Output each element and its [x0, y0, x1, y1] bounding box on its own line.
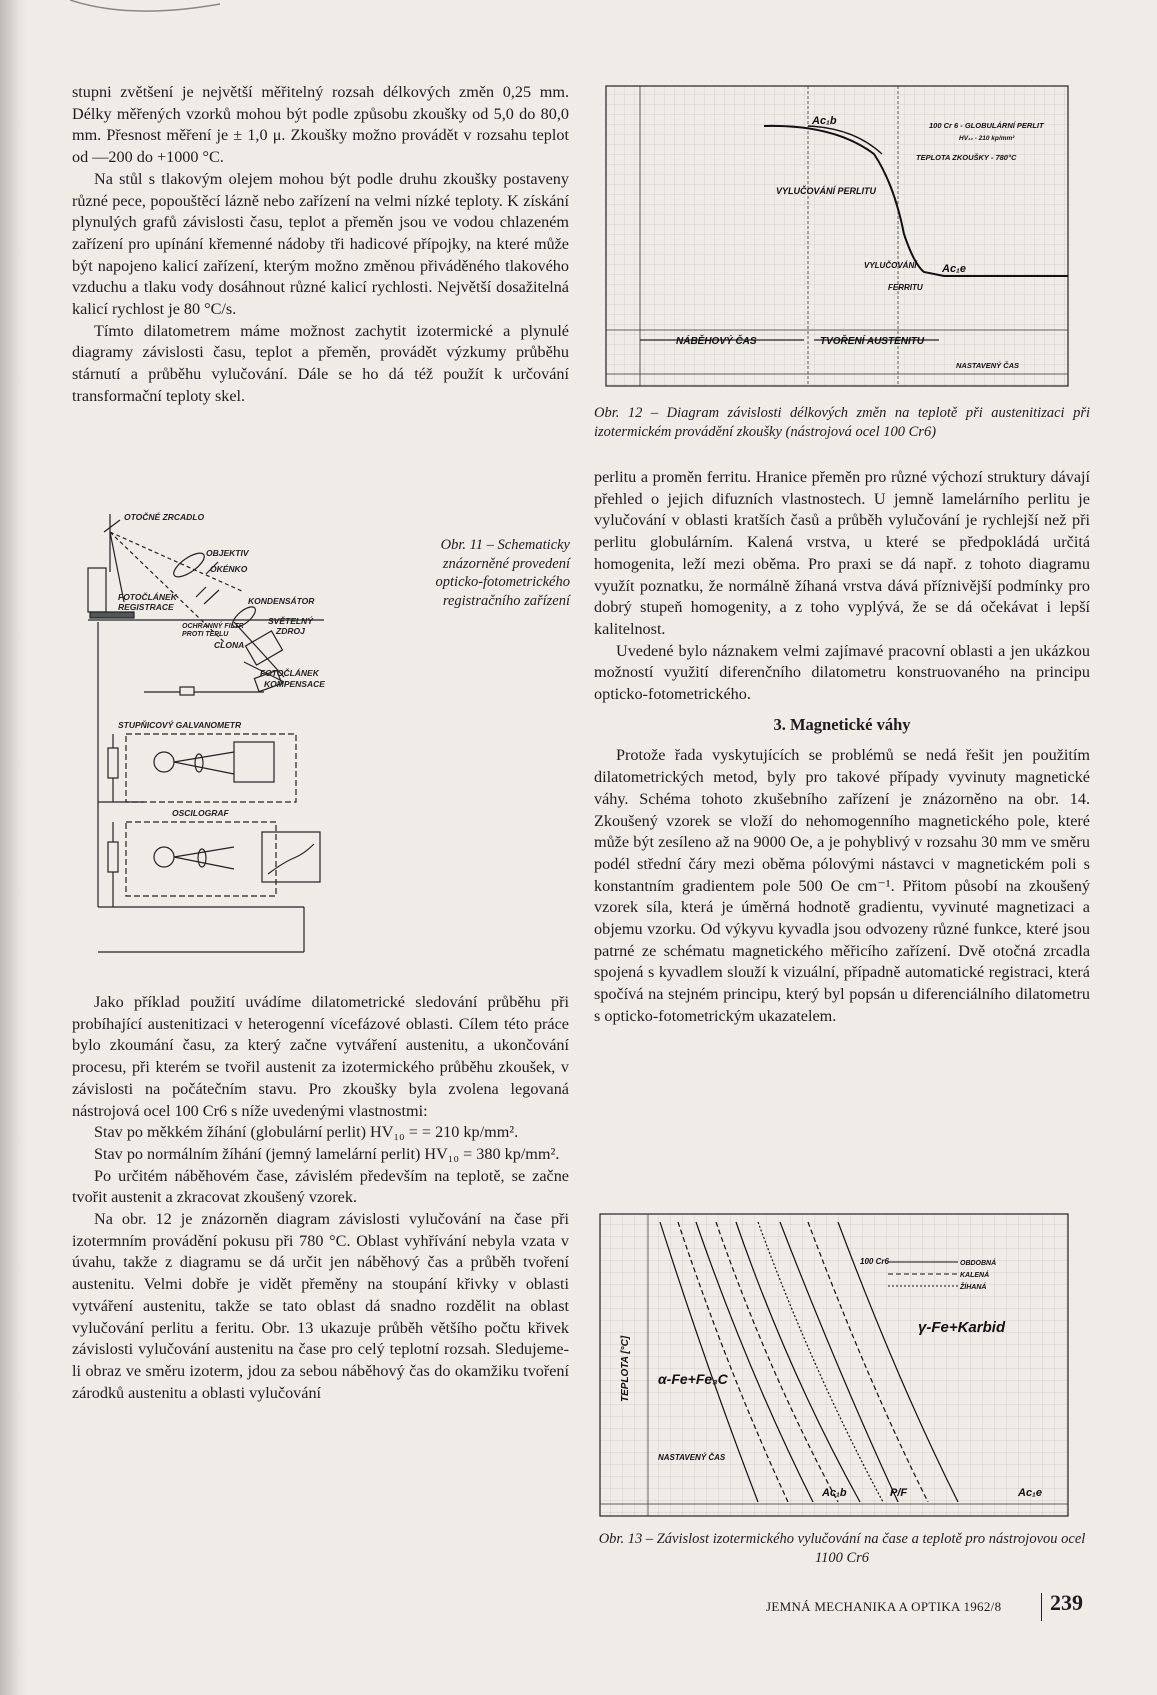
- fig12-label: NASTAVENÝ ČAS: [956, 361, 1020, 370]
- fig11-label: OBJEKTIV: [206, 548, 249, 558]
- fig11-label: REGISTRACE: [118, 602, 174, 612]
- fig12-label: TVOŘENÍ AUSTENITU: [820, 336, 925, 347]
- fig12-label: 100 Cr 6 - GLOBULÁRNÍ PERLIT: [929, 121, 1044, 130]
- fig11-label: CLONA: [214, 640, 245, 650]
- fig11-label: OTOČNÉ ZRCADLO: [124, 512, 205, 522]
- fig13-label: Ac₁b: [822, 1487, 847, 1499]
- fig12-label: FERRITU: [888, 283, 923, 292]
- figure-13-caption: Obr. 13 – Závislost izotermického vylučování na čase a teplotě pro nástrojovou ocel 1100 Cr6: [598, 1531, 1086, 1566]
- paragraph: Uvedené bylo náznakem velmi zajímavé pracovní oblasti a jen ukázkou možností využití diferenčního dilatometru konstruovaného na principu opticko-fotometrického.: [594, 641, 1090, 704]
- section-heading: 3. Magnetické váhy: [773, 714, 911, 734]
- fig13-label: P/F: [890, 1487, 908, 1499]
- paragraph: Stav po měkkém žíhání (globulární perlit) HV₁₀ = = 210 kp/mm².: [94, 1123, 519, 1142]
- paragraph: Tímto dilatometrem máme možnost zachytit izotermické a plynulé diagramy závislosti času, teplot a přeměn, provádět výzkumy průběhu stárnutí a průběhu vylučování. Dále se ho dá též použít k určování transformační teploty skel.: [72, 321, 569, 405]
- fig12-label: Ac₁e: [942, 263, 967, 275]
- fig11-label: KOMPENSACE: [264, 679, 325, 689]
- paragraph: Na stůl s tlakovým olejem mohou být podle druhu zkoušky postaveny různé pece, popouštěcí lázně nebo zařízení na velmi nízké teploty. K získání plynulých grafů závislosti času, teplot a přeměn jsou ve vodou chlazeném zařízení pro upínání křemenné nádoby tři hadicové přípojky, na které může být napojeno kalicí zařízení, kterým možno změnou přiváděného tlakového vzduchu a tlaku vody dosáhnout různé kalicí rychlosti. Největší dosažitelná kalicí rychlost je 80 °C/s.: [72, 169, 569, 319]
- fig13-label: α-Fe+Fe₃C: [658, 1371, 728, 1387]
- fig12-label: HV₁₀ - 210 kp/mm²: [959, 135, 1015, 142]
- fig11-label: SVĚTELNÝ: [268, 616, 313, 626]
- paragraph: perlitu a proměn ferritu. Hranice přeměn pro různé výchozí struktury dávají přehled o jejich difuzních vlastnostech. U jemně lamelárního perlitu je vylučování v oblasti kratších časů a průběh vylučování je rychlejší než při perlitu globulárním. Kalená vrstva, u které se předpokládá určitá homogenita, leží mezi oběma. Pro praxi se dá např. z tohoto diagramu využít poznatku, že normálně žíhaná vrstva dává příznivější podmínky pro dobrý stupeň homogenity, a z toho vyplývá, že se dá očekávat i lepší kalitelnost.: [594, 468, 1090, 638]
- fig11-label: OKÉNKO: [210, 564, 248, 574]
- figure-11-schematic: [84, 512, 396, 964]
- paragraph: Po určitém náběhovém čase, závislém především na teplotě, se začne tvořit austenit a zkracovat zkoušený vzorek.: [72, 1166, 569, 1207]
- fig13-label: NASTAVENÝ ČAS: [658, 1453, 726, 1462]
- fig11-label: FOTOČLÁNEK: [260, 668, 319, 678]
- paragraph: stupni zvětšení je největší měřitelný rozsah délkových změn 0,25 mm. Délky měřených vzorků mohou být podle způsobu zkoušky od 5,0 do 80,0 mm. Přesnost měření je ± 1,0 μ. Zkoušky možno provádět v rozsahu teplot od —200 do +1000 °C.: [72, 83, 569, 167]
- fig13-label: 100 Cr6: [860, 1257, 889, 1266]
- figure-13-diagram: [598, 1212, 1070, 1518]
- fig12-label: VYLUČOVÁNÍ: [864, 261, 917, 270]
- figure-11-caption: Obr. 11 – Schematicky znázorněné provedení opticko-fotometrického registračního zařízení: [435, 537, 570, 609]
- right-column: [594, 467, 1090, 1028]
- fig11-label: STUPŇICOVÝ GALVANOMETR: [118, 720, 242, 730]
- fig11-label: FOTOČLÁNEK: [118, 592, 177, 602]
- figure-12-caption: Obr. 12 – Diagram závislosti délkových změn na teplotě při austenitizaci při izotermickém provádění zkoušky (nástrojová ocel 100 Cr6): [594, 405, 1090, 440]
- footer-divider: [1041, 1593, 1042, 1621]
- paragraph: Stav po normálním žíhání (jemný lamelární perlit) HV₁₀ = 380 kp/mm².: [94, 1144, 560, 1163]
- paragraph: Protože řada vyskytujících se problémů se nedá řešit jen použitím dilatometrických metod, byly pro takové případy vyvinuty magnetické váhy. Schéma tohoto zkušebního zařízení je znázorněno na obr. 14. Zkoušený vzorek se vloží do nehomogenního magnetického pole, které může být zesíleno až na 9000 Oe, a je pohyblivý v rozsahu 30 mm ve směru podél střední čáry mezi oběma pólovými nástavci v magnetickém poli s konstantním gradientem pole 500 Oe cm⁻¹. Přitom působí na zkoušený vzorek síla, která je úměrná hodnotě gradientu, vyvinuté magnetizaci a objemu vzorku. Od výkyvu kyvadla jsou odvozeny různé funkce, které jsou patrné ze schématu magnetického měřicího zařízení. Dvě otočná zrcadla spojená s kyvadlem slouží k vizuální, případně automatické registraci, která spočívá na stejném principu, který byl popsán u diferenciálního dilatometru s opticko-fotometrickým ukazatelem.: [594, 746, 1090, 1025]
- scan-edge-curve: [70, 0, 220, 18]
- fig13-label: TEPLOTA [°C]: [620, 1335, 631, 1402]
- scan-edge-shadow: [0, 0, 26, 1695]
- fig13-label: γ-Fe+Karbid: [918, 1319, 1006, 1336]
- fig11-label: OCHRANNÝ FILTR: [182, 623, 244, 630]
- fig13-label: KALENÁ: [960, 1272, 990, 1279]
- page-number: 239: [1050, 1590, 1083, 1615]
- fig12-label: Ac₁b: [812, 115, 837, 127]
- left-column-top: [72, 82, 569, 408]
- fig11-label: OSCILOGRAF: [172, 808, 229, 818]
- figure-12-diagram: [604, 84, 1070, 389]
- fig13-label: Ac₁e: [1018, 1487, 1043, 1499]
- left-column-bottom: [72, 992, 569, 1404]
- fig12-label: VYLUČOVÁNÍ PERLITU: [776, 186, 877, 196]
- fig11-label: PROTI TEPLU: [182, 631, 229, 638]
- fig12-label: TEPLOTA ZKOUŠKY - 780°C: [916, 153, 1017, 162]
- fig13-label: ŽÍHANÁ: [960, 1284, 987, 1291]
- fig13-label: OBDOBNÁ: [960, 1260, 997, 1267]
- fig12-label: NÁBĚHOVÝ ČAS: [676, 336, 757, 347]
- journal-footer: JEMNÁ MECHANIKA A OPTIKA 1962/8: [766, 1599, 1002, 1614]
- paragraph: Jako příklad použití uvádíme dilatometrické sledování průběhu při probíhající austenitizaci v heterogenní vícefázové oblasti. Cílem této práce bylo zkoumání času, za který začne vytváření austenitu, a ukončování procesu, při kterém se tvořil austenit za izotermického průběhu zkoušek, v závislosti na počátečním stavu. Pro zkoušky byla zvolena legovaná nástrojová ocel 100 Cr6 s níže uvedenými vlastnostmi:: [72, 993, 569, 1120]
- fig11-label: ZDROJ: [276, 626, 305, 636]
- paragraph: Na obr. 12 je znázorněn diagram závislosti vylučování na čase při izotermním provádění pokusu při 780 °C. Oblast vyhřívání nebyla vzata v úvahu, takže z diagramu se dá určit jen náběhový čas a průběh tvoření austenitu. Velmi dobře je vidět přeměny na stoupání křivky v oblasti vytváření austenitu, takže se tato oblast dá snadno rozdělit na oblast vylučování perlitu a feritu. Obr. 13 ukazuje průběh většího počtu křivek závislosti vylučování austenitu na čase pro celý teplotní rozsah. Sledujeme-li obraz ve směru izoterm, jdou za sebou náběhový čas do okamžiku tvoření zárodků austenitu a oblasti vylučování: [72, 1210, 569, 1402]
- fig11-label: KONDENSÁTOR: [248, 596, 315, 606]
